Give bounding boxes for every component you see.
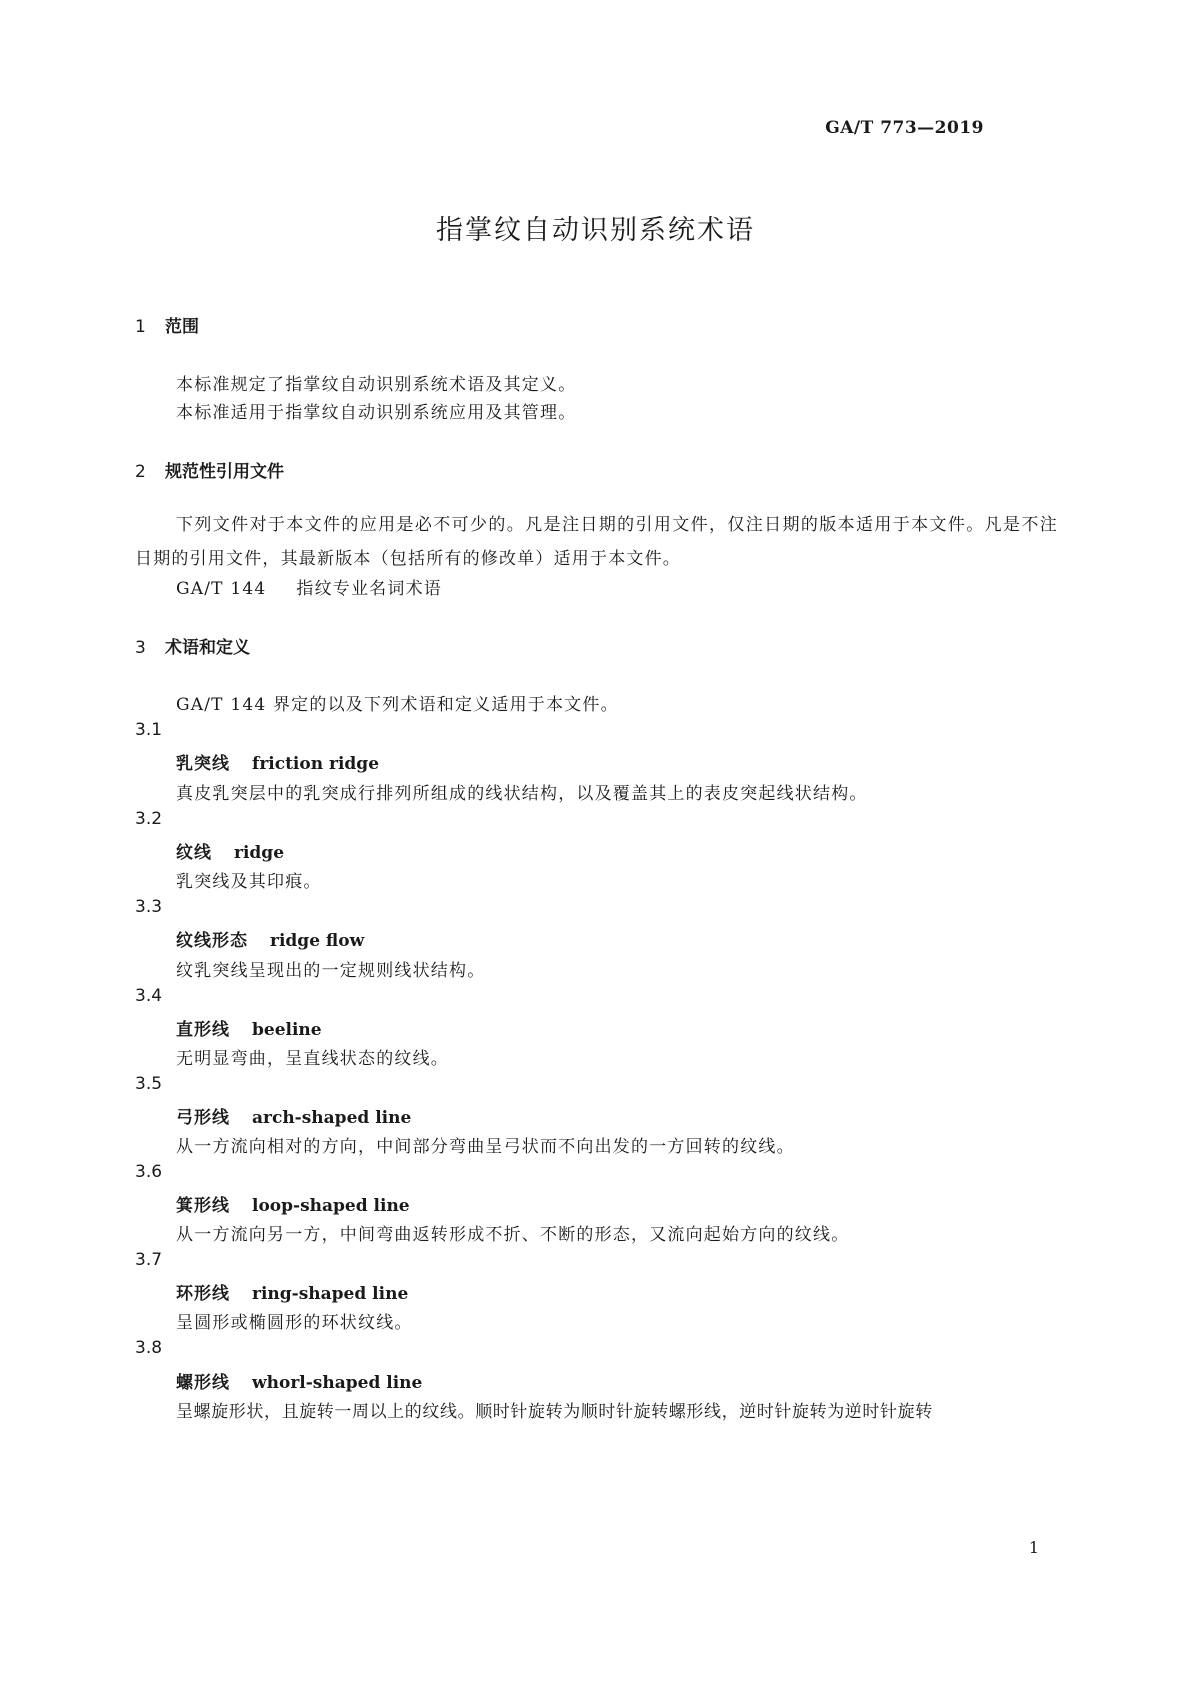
term-chinese: 乳突线 bbox=[176, 754, 230, 774]
term-definition: 乳突线及其印痕。 bbox=[176, 872, 322, 892]
term-heading bbox=[176, 1191, 410, 1216]
term-number: 3.6 bbox=[135, 1162, 163, 1182]
term-number: 3.4 bbox=[135, 986, 163, 1006]
section-3-heading bbox=[135, 633, 250, 658]
term-english: arch-shaped line bbox=[252, 1108, 412, 1128]
term-definition: 无明显弯曲，呈直线状态的纹线。 bbox=[176, 1049, 449, 1069]
section-1-heading bbox=[135, 312, 199, 337]
paragraph: 下列文件对于本文件的应用是必不可少的。凡是注日期的引用文件，仅注日期的版本适用于本文件。凡是不注日期的引用文件，其最新版本（包括所有的修改单）适用于本文件。 bbox=[135, 515, 1058, 569]
term-definition: 呈圆形或椭圆形的环状纹线。 bbox=[176, 1313, 413, 1333]
section-title: 范围 bbox=[165, 317, 199, 337]
term-heading bbox=[176, 838, 284, 863]
term-definition: 从一方流向另一方，中间弯曲返转形成不折、不断的形态，又流向起始方向的纹线。 bbox=[176, 1225, 850, 1245]
term-heading bbox=[176, 1103, 411, 1128]
term-english: ridge flow bbox=[270, 931, 365, 951]
term-heading bbox=[176, 749, 379, 774]
term-number: 3.3 bbox=[135, 897, 163, 917]
term-english: beeline bbox=[252, 1020, 322, 1040]
paragraph: GA/T 144 界定的以及下列术语和定义适用于本文件。 bbox=[176, 695, 619, 715]
section-number: 3 bbox=[135, 638, 146, 658]
standard-code: GA/T 773—2019 bbox=[825, 118, 984, 138]
term-chinese: 环形线 bbox=[176, 1284, 230, 1304]
term-heading bbox=[176, 1279, 408, 1304]
term-heading bbox=[176, 1368, 422, 1393]
section-number: 2 bbox=[135, 462, 146, 482]
term-heading bbox=[176, 1015, 322, 1040]
term-chinese: 箕形线 bbox=[176, 1196, 230, 1216]
term-definition: 从一方流向相对的方向，中间部分弯曲呈弓状而不向出发的一方回转的纹线。 bbox=[176, 1137, 795, 1157]
term-english: whorl-shaped line bbox=[252, 1373, 423, 1393]
term-chinese: 纹线 bbox=[176, 843, 212, 863]
term-number: 3.1 bbox=[135, 720, 163, 740]
term-number: 3.7 bbox=[135, 1250, 163, 1270]
term-heading bbox=[176, 926, 364, 951]
section-2-heading bbox=[135, 457, 284, 482]
term-english: ring-shaped line bbox=[252, 1284, 409, 1304]
section-number: 1 bbox=[135, 317, 146, 337]
section-title: 规范性引用文件 bbox=[165, 462, 284, 482]
term-chinese: 螺形线 bbox=[176, 1373, 230, 1393]
term-chinese: 弓形线 bbox=[176, 1108, 230, 1128]
page-number: 1 bbox=[1028, 1538, 1039, 1557]
reference-code: GA/T 144 bbox=[176, 579, 267, 599]
term-definition: 真皮乳突层中的乳突成行排列所组成的线状结构，以及覆盖其上的表皮突起线状结构。 bbox=[176, 784, 868, 804]
paragraph: 本标准规定了指掌纹自动识别系统术语及其定义。 bbox=[176, 375, 577, 395]
paragraph: 本标准适用于指掌纹自动识别系统应用及其管理。 bbox=[176, 403, 577, 423]
term-english: loop-shaped line bbox=[252, 1196, 410, 1216]
term-number: 3.5 bbox=[135, 1074, 163, 1094]
term-definition: 呈螺旋形状，且旋转一周以上的纹线。顺时针旋转为顺时针旋转螺形线，逆时针旋转为逆时针旋转 bbox=[176, 1402, 933, 1422]
term-number: 3.2 bbox=[135, 809, 163, 829]
section-title: 术语和定义 bbox=[165, 638, 250, 658]
term-english: ridge bbox=[234, 843, 285, 863]
term-chinese: 直形线 bbox=[176, 1020, 230, 1040]
term-chinese: 纹线形态 bbox=[176, 931, 248, 951]
term-number: 3.8 bbox=[135, 1338, 163, 1358]
term-english: friction ridge bbox=[252, 754, 380, 774]
reference-title: 指纹专业名词术语 bbox=[296, 579, 442, 599]
document-title: 指掌纹自动识别系统术语 bbox=[436, 215, 755, 246]
normative-reference bbox=[176, 574, 442, 599]
term-definition: 纹乳突线呈现出的一定规则线状结构。 bbox=[176, 961, 486, 981]
